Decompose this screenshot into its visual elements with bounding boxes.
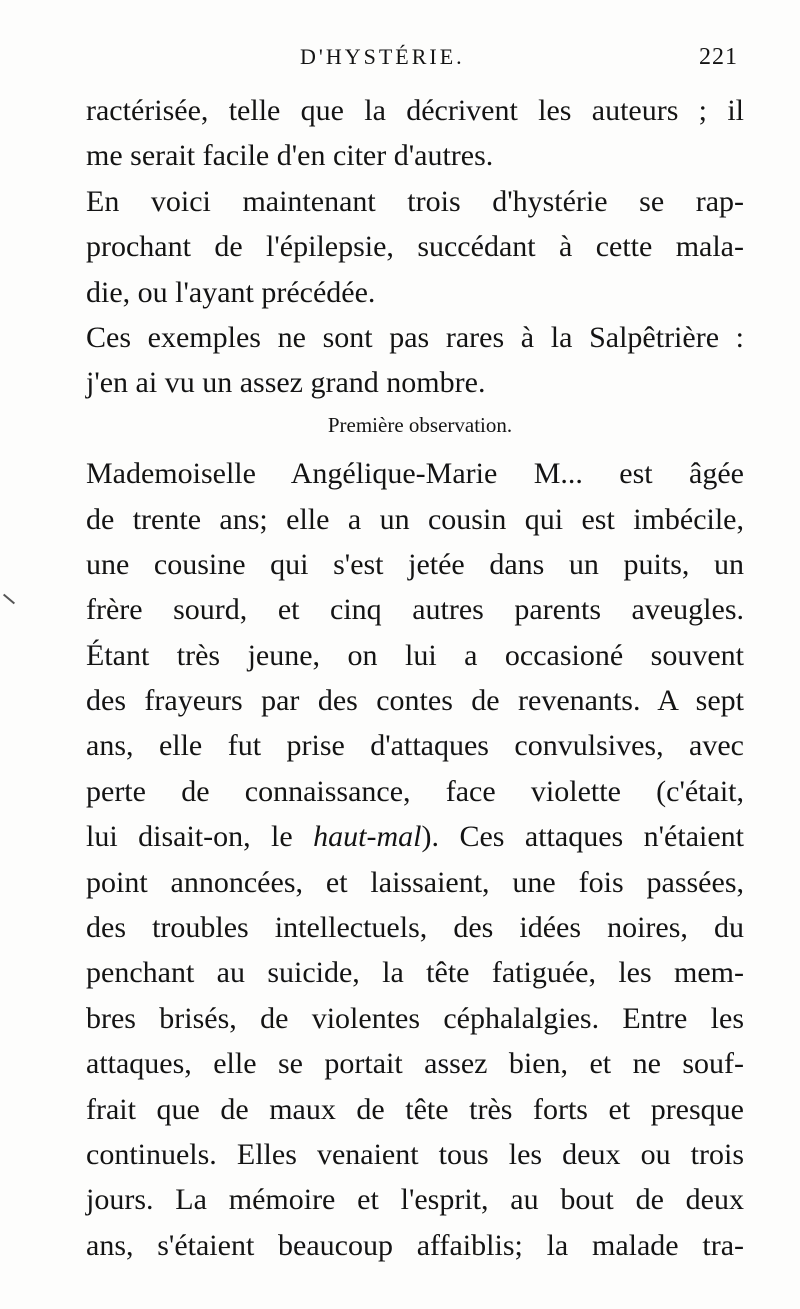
text-line: une cousine qui s'est jetée dans un puits, un	[86, 547, 744, 581]
text-line: des frayeurs par des contes de revenants. A sept	[86, 684, 744, 718]
text-line: En voici maintenant trois d'hystérie se rap-	[86, 184, 744, 218]
text-line: ans, elle fut prise d'attaques convulsives, avec	[86, 729, 744, 763]
text-line: point annoncées, et laissaient, une fois passées,	[86, 865, 744, 899]
page-header	[0, 44, 800, 78]
text-line-with-emphasis	[86, 814, 744, 859]
text-line: Étant très jeune, on lui a occasioné souvent	[86, 638, 744, 672]
text-line: bres brisés, de violentes céphalalgies. Entre les	[86, 1001, 744, 1035]
text-line: frère sourd, et cinq autres parents aveugles.	[86, 593, 744, 627]
text-line: ans, s'étaient beaucoup affaiblis; la malade tra-	[86, 1228, 744, 1262]
text-line: me serait facile d'en citer d'autres.	[86, 139, 494, 173]
text-line: attaques, elle se portait assez bien, et ne souf-	[86, 1047, 744, 1081]
section-subheading: Première observation.	[327, 412, 513, 437]
emphasized-term: haut-mal	[313, 820, 422, 854]
text-line: continuels. Elles venaient tous les deux ou trois	[86, 1137, 744, 1171]
text-segment: ). Ces attaques n'étaient	[421, 820, 744, 854]
text-line: Mademoiselle Angélique-Marie M... est âgée	[86, 457, 744, 491]
margin-mark	[3, 594, 15, 605]
body-text	[86, 88, 744, 1268]
text-line: jours. La mémoire et l'esprit, au bout de deux	[86, 1183, 744, 1217]
text-line: penchant au suicide, la tête fatiguée, les mem-	[86, 956, 744, 990]
text-line: Ces exemples ne sont pas rares à la Salpêtrière :	[86, 320, 744, 354]
text-line: de trente ans; elle a un cousin qui est imbécile,	[86, 502, 744, 536]
text-segment: lui disait-on, le	[86, 820, 293, 854]
text-line: perte de connaissance, face violette (c'était,	[86, 774, 744, 808]
page-number: 221	[699, 44, 738, 70]
text-line: ractérisée, telle que la décrivent les auteurs ; il	[86, 94, 744, 127]
text-line: frait que de maux de tête très forts et presque	[86, 1092, 744, 1126]
text-line: j'en ai vu un assez grand nombre.	[86, 366, 486, 400]
text-line: die, ou l'ayant précédée.	[86, 275, 376, 309]
text-line: des troubles intellectuels, des idées noires, du	[86, 911, 744, 945]
text-line: prochant de l'épilepsie, succédant à cette mala-	[86, 230, 744, 264]
running-head: D'HYSTÉRIE.	[300, 44, 465, 69]
